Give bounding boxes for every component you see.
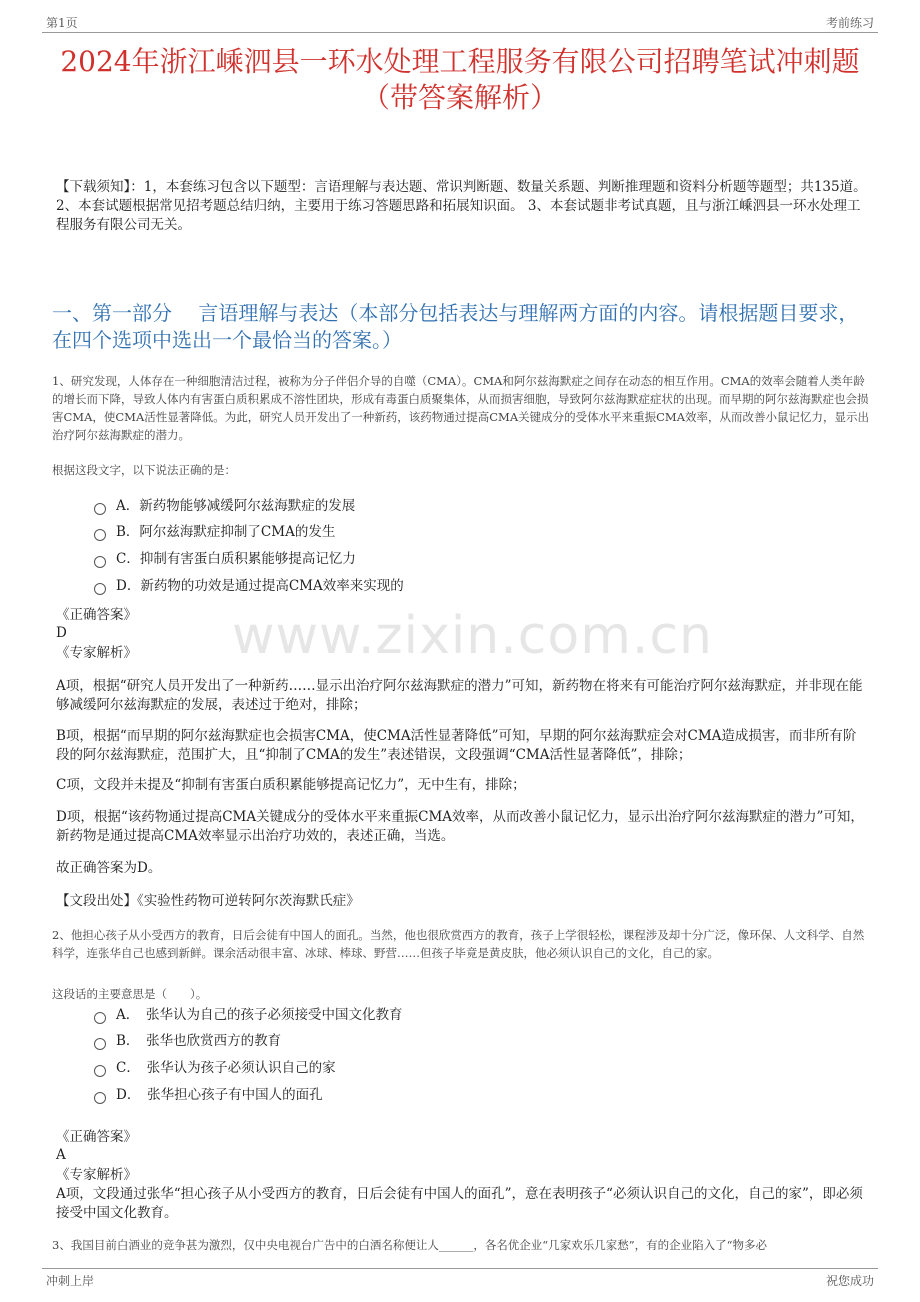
question-3-text: 3、我国目前白酒业的竞争甚为激烈，仅中央电视台广告中的白酒名称便让人______，各名优企业“几家欢乐几家愁”，有的企业陷入了“物多必 <box>52 1238 767 1252</box>
radio-icon[interactable] <box>94 1065 106 1077</box>
question-2-text: 2、他担心孩子从小受西方的教育，日后会徒有中国人的面孔。当然，他也很欣赏西方的教育，孩子上学很轻松，课程涉及却十分广泛，像环保、人文科学、自然科学，连张华自己也感到新鲜。课余活动很丰富、冰球、棒球、野营……但孩子毕竟是黄皮肤，他必须认识自己的文化，自己的家。 <box>52 928 865 960</box>
document-title: 2024年浙江嵊泗县一环水处理工程服务有限公司招聘笔试冲刺题（带答案解析） <box>60 45 860 114</box>
footer-divider <box>42 1268 878 1269</box>
page-number: 第1页 <box>46 16 78 30</box>
header-divider <box>42 32 878 33</box>
q2-answer-label: 《正确答案》 <box>56 1129 137 1145</box>
question-1-prompt: 根据这段文字，以下说法正确的是： <box>52 463 236 477</box>
q2-option-a[interactable]: A． 张华认为自己的孩子必须接受中国文化教育 <box>94 1005 403 1025</box>
question-1-text: 1、研究发现，人体存在一种细胞清洁过程，被称为分子伴侣介导的自噬（CMA）。CMA和阿尔兹海默症之间存在动态的相互作用。CMA的效率会随着人类年龄的增长而下降，导致人体内有害蛋白质积累成不溶性团块，形成有毒蛋白质聚集体，从而损害细胞，导致阿尔兹海默症症状的出现。而早期的阿尔兹海默症也会损害CMA，使CMA活性显著降低。为此，研究人员开发出了一种新药，该药物通过提高CMA关键成分的受体水平来重振CMA效率，从而改善小鼠记忆力，显示出治疗阿尔兹海默症的潜力。 <box>52 374 870 442</box>
q2-analysis: A项，文段通过张华“担心孩子从小受西方的教育，日后会徒有中国人的面孔”，意在表明孩子“必须认识自己的文化，自己的家”，即必须接受中国文化教育。 <box>56 1186 863 1221</box>
section-heading: 一、第一部分 言语理解与表达（本部分包括表达与理解两方面的内容。请根据题目要求，在四个选项中选出一个最恰当的答案。） <box>52 301 859 352</box>
radio-icon[interactable] <box>94 583 106 595</box>
q2-answer: A <box>56 1147 66 1163</box>
page-header <box>42 14 878 32</box>
q1-source: 【文段出处】《实验性药物可逆转阿尔茨海默氏症》 <box>56 893 360 909</box>
q1-option-b[interactable]: B．阿尔兹海默症抑制了CMA的发生 <box>94 522 335 542</box>
q1-analysis-c: C项，文段并未提及“抑制有害蛋白质积累能够提高记忆力”，无中生有，排除； <box>56 777 526 793</box>
q1-analysis-a: A项，根据“研究人员开发出了一种新药……显示出治疗阿尔兹海默症的潜力”可知，新药物在将来有可能治疗阿尔兹海默症，并非现在能够减缓阿尔兹海默症的发展，表述过于绝对，排除； <box>56 678 863 713</box>
radio-icon[interactable] <box>94 1092 106 1104</box>
radio-icon[interactable] <box>94 556 106 568</box>
q1-option-c[interactable]: C．抑制有害蛋白质积累能够提高记忆力 <box>94 549 356 569</box>
q2-option-c[interactable]: C． 张华认为孩子必须认识自己的家 <box>94 1058 336 1078</box>
page-footer <box>42 1272 878 1290</box>
q1-analysis-label: 《专家解析》 <box>56 645 137 661</box>
q1-answer-label: 《正确答案》 <box>56 607 137 623</box>
q1-option-d[interactable]: D．新药物的功效是通过提高CMA效率来实现的 <box>94 576 404 596</box>
radio-icon[interactable] <box>94 503 106 515</box>
q1-conclusion: 故正确答案为D。 <box>56 860 162 876</box>
download-notice: 【下载须知】：1，本套练习包含以下题型：言语理解与表达题、常识判断题、数量关系题、判断推理题和资料分析题等题型；共135道。 2、本套试题根据常见招考题总结归纳，主要用于练习答题思路和拓展知识面。 3、本套试题非考试真题，且与浙江嵊泗县一环水处理工程服务有限公司无关。 <box>56 179 867 233</box>
q1-option-a[interactable]: A．新药物能够减缓阿尔兹海默症的发展 <box>94 496 355 516</box>
radio-icon[interactable] <box>94 1012 106 1024</box>
q1-analysis-b: B项，根据“而早期的阿尔兹海默症也会损害CMA，使CMA活性显著降低”可知，早期的阿尔兹海默症会对CMA造成损害，而非所有阶段的阿尔兹海默症，范围扩大，且“抑制了CMA的发生”表述错误，文段强调“CMA活性显著降低”，排除； <box>56 728 857 763</box>
q1-answer: D <box>56 625 67 641</box>
footer-left: 冲刺上岸 <box>46 1274 95 1288</box>
footer-right: 祝您成功 <box>825 1274 874 1288</box>
q1-analysis-d: D项，根据“该药物通过提高CMA关键成分的受体水平来重振CMA效率，从而改善小鼠记忆力，显示出治疗阿尔兹海默症的潜力”可知，新药物是通过提高CMA效率显示出治疗功效的，表述正确，当选。 <box>56 809 864 844</box>
radio-icon[interactable] <box>94 529 106 541</box>
q2-option-b[interactable]: B． 张华也欣赏西方的教育 <box>94 1031 281 1051</box>
q2-option-d[interactable]: D． 张华担心孩子有中国人的面孔 <box>94 1085 323 1105</box>
q2-analysis-label: 《专家解析》 <box>56 1167 137 1183</box>
watermark: www.zixin.com.cn <box>232 606 713 666</box>
radio-icon[interactable] <box>94 1038 106 1050</box>
question-2-prompt: 这段话的主要意思是（ ）。 <box>52 987 208 1001</box>
header-tag: 考前练习 <box>825 16 874 30</box>
